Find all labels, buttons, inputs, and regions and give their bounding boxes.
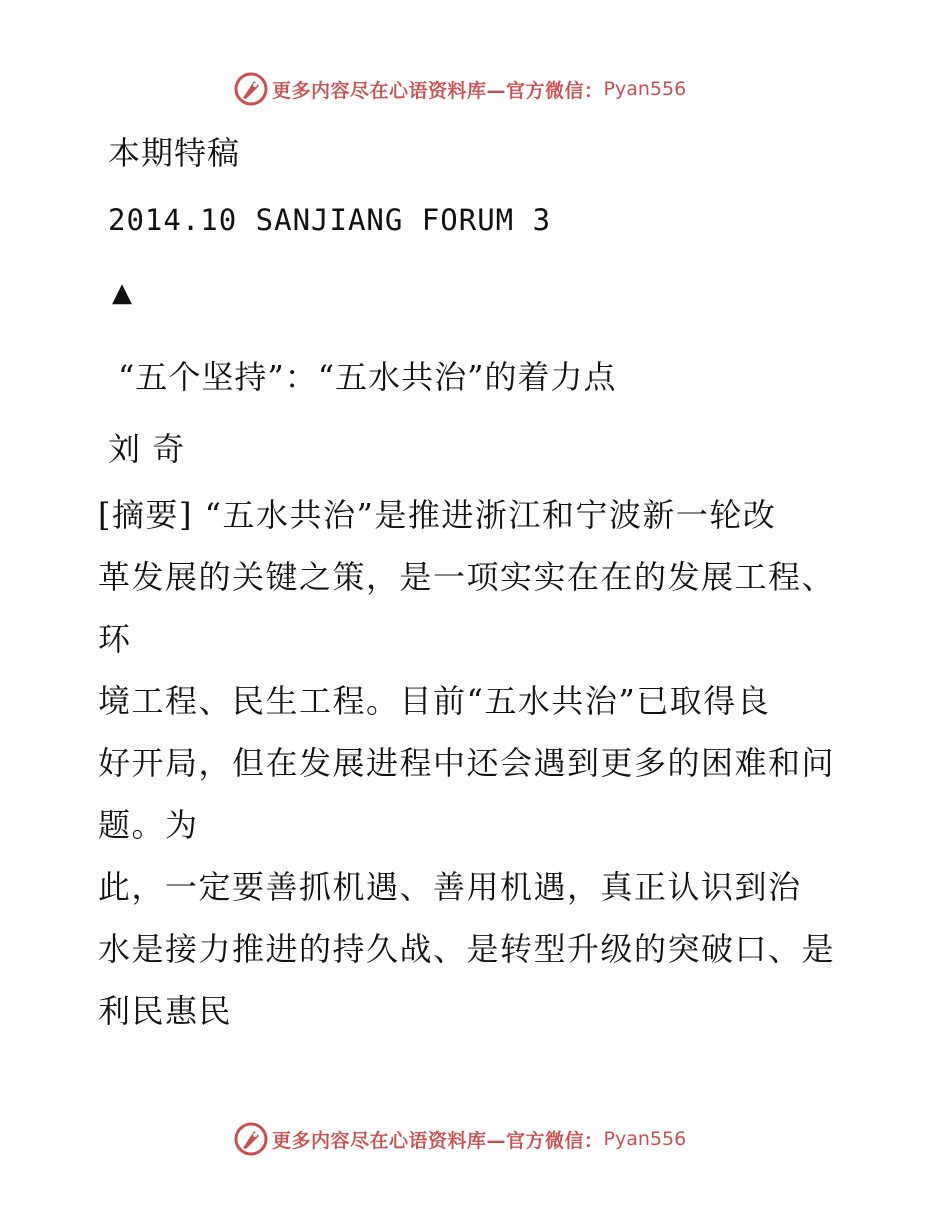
abstract-line: 水是接力推进的持久战、是转型升级的突破口、是	[98, 930, 836, 968]
watermark-text: 更多内容尽在心语资料库—官方微信：	[272, 1129, 604, 1152]
abstract-line: 好开局，但在发展进程中还会遇到更多的困难和问	[98, 744, 836, 782]
article-title: “五个坚持”：“五水共治”的着力点	[118, 358, 617, 396]
abstract-line: 题。为	[98, 806, 199, 844]
abstract-line: [摘要] “五水共治”是推进浙江和宁波新一轮改	[98, 496, 777, 534]
issue-line: 2014.10 SANJIANG FORUM 3	[108, 203, 552, 237]
pen-nib-logo-icon	[234, 1122, 268, 1156]
watermark-text: 更多内容尽在心语资料库—官方微信：	[272, 79, 604, 102]
watermark-wechat-id: Pyan556	[603, 1128, 687, 1150]
abstract-line: 革发展的关键之策，是一项实实在在的发展工程、	[98, 558, 836, 596]
abstract-line: 环	[98, 620, 132, 658]
abstract-line: 利民惠民	[98, 992, 233, 1030]
article-author: 刘 奇	[108, 430, 186, 468]
watermark-header	[234, 72, 686, 106]
triangle-marker-icon: ▲	[112, 278, 133, 308]
article-abstract	[98, 484, 858, 1042]
abstract-line: 境工程、民生工程。目前“五水共治”已取得良	[98, 682, 771, 720]
watermark-wechat-id: Pyan556	[603, 78, 687, 100]
pen-nib-logo-icon	[234, 72, 268, 106]
abstract-line: 此，一定要善抓机遇、善用机遇，真正认识到治	[98, 868, 802, 906]
watermark-footer	[234, 1122, 686, 1156]
section-label: 本期特稿	[108, 134, 241, 172]
